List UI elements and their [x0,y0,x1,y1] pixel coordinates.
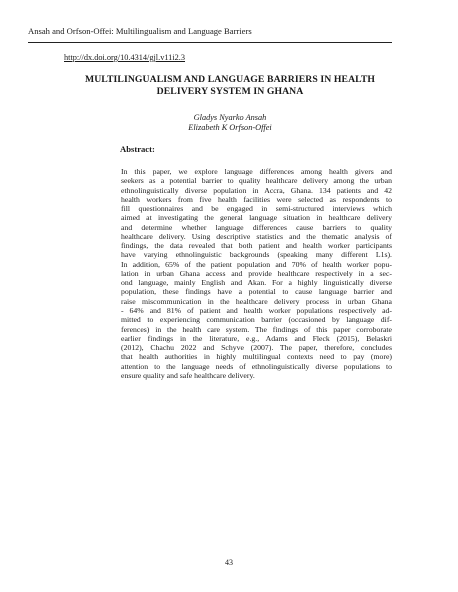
doi-link[interactable]: http://dx.doi.org/10.4314/gjl.v11i2.3 [64,53,186,62]
abstract-line: seekers as a potential barrier to quality healthcare delivery among the urban [121,176,392,186]
abstract-heading: Abstract: [120,144,155,154]
abstract-body [121,167,392,380]
abstract-line: lation in urban Ghana access and provide healthcare respectively in a sec- [121,268,392,278]
author-name: Elizabeth K Orfson-Offei [188,123,272,133]
abstract-line: population, these findings have a potential to cause language barrier and [121,287,392,297]
abstract-line: (2012), Chachu 2022 and Schyve (2007). The paper, therefore, concludes [121,343,392,353]
abstract-line: attention to the language needs of ethnolinguistically diverse populations to [121,361,392,371]
title-line: MULTILINGUALISM AND LANGUAGE BARRIERS IN HEALTH [84,74,376,85]
abstract-line: that health authorities in highly multilingual contexts need to pay (more) [121,352,392,362]
abstract-line: ethnolinguistically diverse population in Accra, Ghana. 134 patients and 42 [121,185,392,195]
abstract-line: ond language, mainly English and Akan. For a highly linguistically diverse [121,278,392,288]
author-name: Gladys Nyarko Ansah [193,113,267,122]
running-head: Ansah and Orfson-Offei: Multilingualism and Language Barriers [28,26,252,36]
abstract-line: and determine whether language differences cause barriers to quality [121,222,392,232]
abstract-line: - 64% and 81% of patient and health worker populations respectively ad- [121,305,392,315]
abstract-line: fill questionnaires and be engaged in semi-structured interviews which [121,204,392,214]
abstract-line: raise miscommunication in the healthcare delivery process in urban Ghana [121,296,392,306]
header-rule [28,42,392,43]
abstract-line: In addition, 65% of the patient population and 70% of health worker popu- [121,259,392,269]
abstract-line: mitted to experiencing communication barrier (occasioned by language dif- [121,315,392,325]
abstract-line: have varying ethnolinguistic backgrounds (speaking many different L1s). [121,250,392,260]
author-list [50,113,410,134]
abstract-line: ensure quality and safe healthcare delivery. [121,370,255,380]
article-title [50,74,410,98]
abstract-line: findings, the data revealed that both patient and health worker participants [121,241,392,251]
abstract-line: earlier findings in the literature, e.g., Adams and Fleck (2015), Belaskri [121,333,392,343]
abstract-line: aimed at investigating the general language situation in healthcare delivery [121,213,392,223]
title-line: DELIVERY SYSTEM IN GHANA [156,86,304,97]
abstract-line: ferences) in the health care system. The findings of this paper corroborate [121,324,392,334]
abstract-line: healthcare delivery. Using descriptive statistics and the thematic analysis of [121,231,392,241]
abstract-line: health workers from five health facilities were selected as respondents to [121,194,392,204]
abstract-line: In this paper, we explore language differences among health givers and [121,167,392,176]
page-number: 43 [225,558,233,567]
